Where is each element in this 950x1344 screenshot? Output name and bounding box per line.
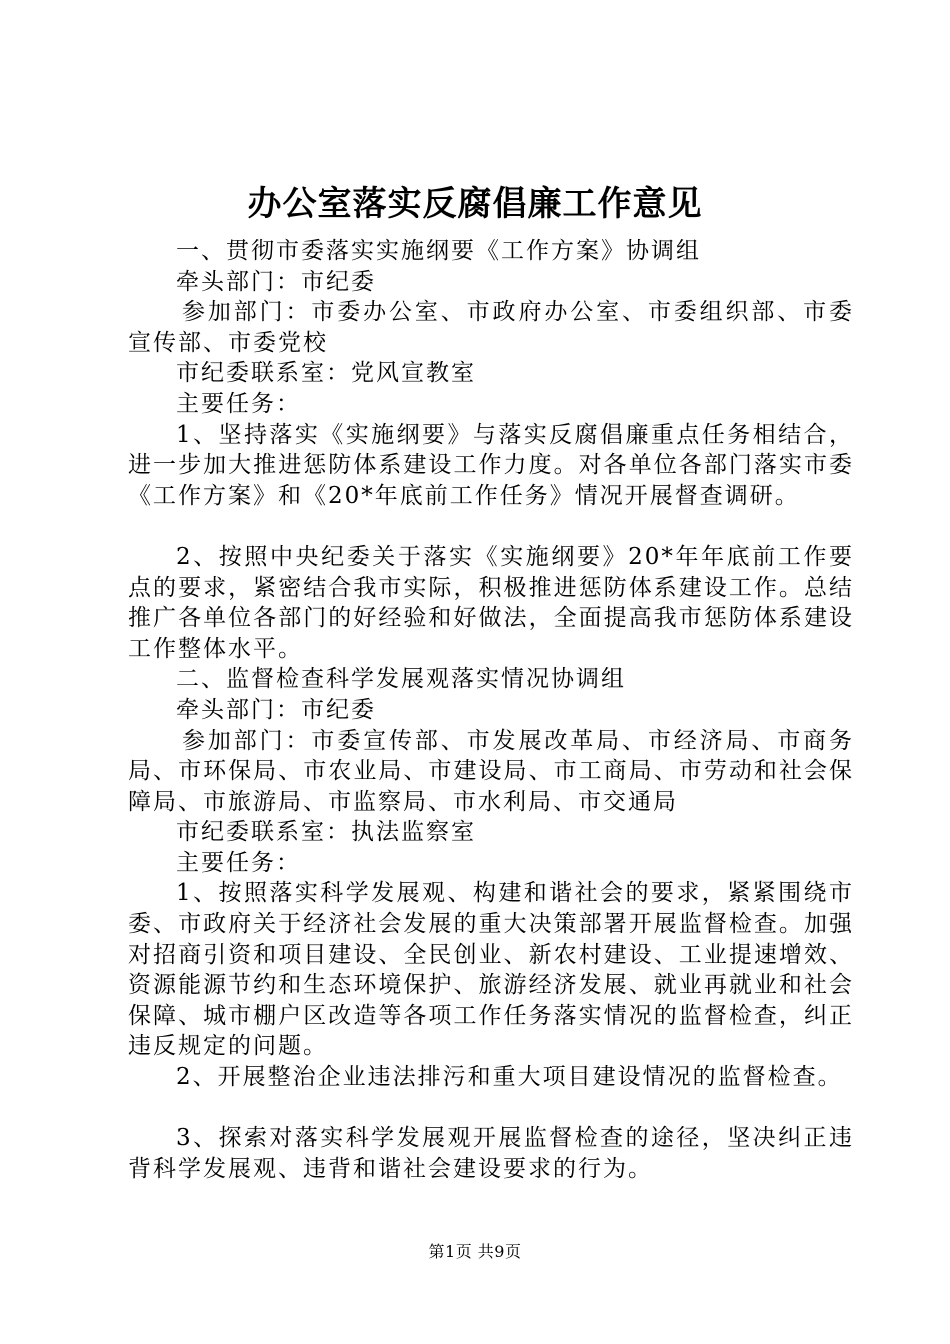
document-title: 办公室落实反腐倡廉工作意见 (247, 184, 703, 224)
lead-department-2: 牵头部门：市纪委 (176, 696, 376, 723)
lead-department-1: 牵头部门：市纪委 (176, 268, 376, 295)
document-body (128, 236, 854, 1184)
liaison-office-1: 市纪委联系室：党风宣教室 (176, 360, 476, 387)
main-tasks-label-1: 主要任务： (176, 390, 301, 417)
page-number-footer: 第1页 共9页 (428, 1242, 522, 1261)
paragraph-gap (128, 1093, 854, 1124)
task-paragraph-2-1: 1、按照落实科学发展观、构建和谐社会的要求，紧紧围绕市委、市政府关于经济社会发展的重大决策部署开展监督检查。加强对招商引资和项目建设、全民创业、新农村建设、工业提速增效、资源能源节约和生态环境保护、旅游经济发展、就业再就业和社会保障、城市棚户区改造等各项工作任务落实情况的监督检查，纠正违反规定的问题。 (128, 880, 854, 1060)
participating-departments-2: 参加部门：市委宣传部、市发展改革局、市经济局、市商务局、市环保局、市农业局、市建设局、市工商局、市劳动和社会保障局、市旅游局、市监察局、市水利局、市交通局 (128, 727, 854, 815)
paragraph-gap (128, 511, 854, 542)
liaison-office-2: 市纪委联系室：执法监察室 (176, 819, 476, 846)
main-tasks-label-2: 主要任务： (176, 849, 301, 876)
task-paragraph-2-3: 3、探索对落实科学发展观开展监督检查的途径，坚决纠正违背科学发展观、违背和谐社会建设要求的行为。 (128, 1125, 854, 1182)
section-heading-1: 一、贯彻市委落实实施纲要《工作方案》协调组 (176, 238, 701, 264)
section-heading-2: 二、监督检查科学发展观落实情况协调组 (176, 666, 626, 693)
participating-departments-1: 参加部门：市委办公室、市政府办公室、市委组织部、市委宣传部、市委党校 (128, 299, 854, 356)
task-paragraph-1-1: 1、坚持落实《实施纲要》与落实反腐倡廉重点任务相结合，进一步加大推进惩防体系建设工作力度。对各单位各部门落实市委《工作方案》和《20*年底前工作任务》情况开展督查调研。 (128, 421, 854, 509)
task-paragraph-2-2: 2、开展整治企业违法排污和重大项目建设情况的监督检查。 (176, 1064, 843, 1091)
task-paragraph-1-2: 2、按照中央纪委关于落实《实施纲要》20*年年底前工作要点的要求，紧密结合我市实际，积极推进惩防体系建设工作。总结推广各单位各部门的好经验和好做法，全面提高我市惩防体系建设工作整体水平。 (128, 543, 854, 662)
